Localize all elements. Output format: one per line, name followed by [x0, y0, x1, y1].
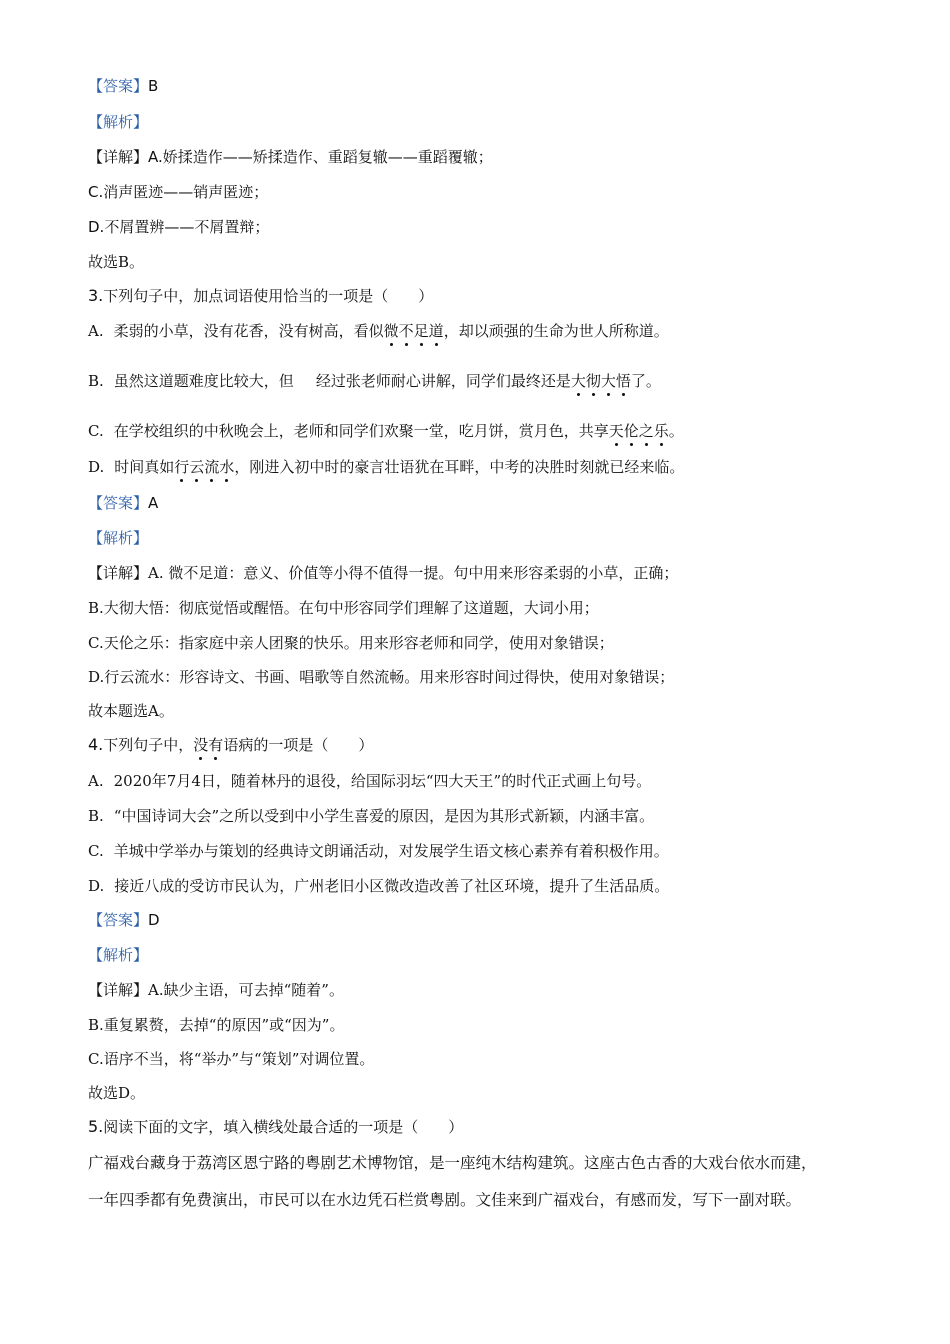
option-text: 。 — [668, 422, 684, 440]
dotted-char: 不 — [398, 322, 414, 340]
dotted-char: 天 — [608, 422, 624, 440]
dotted-char: 流 — [204, 458, 220, 476]
conclusion-line: 故选B。 — [88, 253, 145, 271]
option-label: A. — [88, 322, 104, 340]
answer-line — [88, 910, 160, 930]
option-label: B. — [88, 807, 104, 825]
option-text: “中国诗词大会”之所以受到中小学生喜爱的原因，是因为其形式新颖，内涵丰富。 — [113, 807, 655, 825]
detail-line — [88, 980, 344, 1000]
detail-text: A.娇揉造作——矫揉造作、重蹈复辙——重蹈覆辙； — [148, 148, 493, 166]
question-number: 4. — [88, 735, 104, 754]
option-d — [88, 457, 684, 477]
detail-label: 【详解】 — [88, 981, 149, 999]
dotted-char: 伦 — [623, 422, 639, 440]
analysis-label: 【解析】 — [88, 113, 149, 131]
question-text: 语病的一项是（ ） — [223, 736, 374, 754]
dotted-char: 没 — [193, 736, 209, 754]
dotted-char: 行 — [174, 458, 190, 476]
answer-line — [88, 493, 158, 513]
option-a — [88, 771, 651, 791]
option-label: D. — [88, 877, 105, 895]
option-text: 虽然这道题难度比较大，但 — [113, 372, 294, 390]
conclusion-line: 故本题选A。 — [88, 702, 174, 720]
option-d — [88, 876, 669, 896]
dotted-char: 足 — [413, 322, 429, 340]
question-number: 5. — [88, 1117, 104, 1136]
dotted-char: 有 — [208, 736, 224, 754]
option-text: 经过张老师耐心讲解，同学们最终还是 — [315, 372, 571, 390]
dotted-char: 乐 — [653, 422, 669, 440]
option-text: ，刚进入初中时的豪言壮语犹在耳畔，中考的决胜时刻就已经来临。 — [234, 458, 685, 476]
dotted-char: 大 — [570, 372, 586, 390]
option-label: D. — [88, 458, 105, 476]
question-stem — [88, 1117, 463, 1137]
answer-value: A — [148, 494, 159, 512]
detail-line: C.天伦之乐：指家庭中亲人团聚的快乐。用来形容老师和同学，使用对象错误； — [88, 634, 614, 652]
question-stem — [88, 286, 433, 306]
option-text: 接近八成的受访市民认为，广州老旧小区微改造改善了社区环境，提升了生活品质。 — [114, 877, 670, 895]
dotted-char: 微 — [383, 322, 399, 340]
option-b — [88, 371, 661, 391]
answer-line — [88, 76, 158, 96]
question-stem — [88, 735, 373, 755]
option-c — [88, 841, 669, 861]
answer-value: D — [148, 911, 160, 929]
answer-label: 【答案】 — [88, 77, 149, 95]
dotted-char: 云 — [189, 458, 205, 476]
conclusion-line: 故选D。 — [88, 1084, 146, 1102]
answer-label: 【答案】 — [88, 911, 149, 929]
detail-text: A. 微不足道：意义、价值等小得不值得一提。句中用来形容柔弱的小草，正确； — [148, 564, 679, 582]
detail-line: B.重复累赘，去掉“的原因”或“因为”。 — [88, 1016, 345, 1034]
option-text: 在学校组织的中秋晚会上，老师和同学们欢聚一堂，吃月饼，赏月色，共享 — [113, 422, 609, 440]
detail-text: A.缺少主语，可去掉“随着”。 — [148, 981, 344, 999]
option-text: ，却以顽强的生命为世人所称道。 — [443, 322, 669, 340]
detail-line — [88, 563, 678, 583]
analysis-heading — [88, 945, 148, 965]
question-text: 下列句子中，加点词语使用恰当的一项是（ ） — [103, 287, 434, 305]
detail-line: C.语序不当，将“举办”与“策划”对调位置。 — [88, 1050, 375, 1068]
option-label: C. — [88, 422, 104, 440]
detail-line: D.不屑置辨——不屑置辩； — [88, 218, 270, 236]
analysis-label: 【解析】 — [88, 529, 149, 547]
detail-line: C.消声匿迹——销声匿迹； — [88, 183, 269, 201]
dotted-char: 水 — [219, 458, 235, 476]
dotted-char: 道 — [428, 322, 444, 340]
option-text: 羊城中学举办与策划的经典诗文朗诵活动，对发展学生语文核心素养有着积极作用。 — [113, 842, 669, 860]
option-b — [88, 806, 654, 826]
option-c — [88, 421, 684, 441]
detail-label: 【详解】 — [88, 148, 149, 166]
analysis-heading — [88, 112, 148, 132]
option-label: C. — [88, 842, 104, 860]
analysis-label: 【解析】 — [88, 946, 149, 964]
question-number: 3. — [88, 286, 104, 305]
dotted-char: 之 — [638, 422, 654, 440]
dotted-char: 大 — [600, 372, 616, 390]
detail-label: 【详解】 — [88, 564, 149, 582]
dotted-char: 悟 — [615, 372, 631, 390]
dotted-char: 彻 — [585, 372, 601, 390]
option-text: 2020年7月4日，随着林丹的退役，给国际羽坛“四大天王”的时代正式画上句号。 — [113, 772, 652, 790]
answer-value: B — [148, 77, 159, 95]
option-label: B. — [88, 372, 104, 390]
option-a — [88, 321, 669, 341]
option-label: A. — [88, 772, 104, 790]
analysis-heading — [88, 528, 148, 548]
detail-line — [88, 147, 493, 167]
option-text: 了。 — [630, 372, 661, 390]
option-text: 时间真如 — [114, 458, 175, 476]
detail-line: D.行云流水：形容诗文、书画、唱歌等自然流畅。用来形容时间过得快，使用对象错误； — [88, 668, 675, 686]
question-text: 下列句子中， — [103, 736, 194, 754]
answer-label: 【答案】 — [88, 494, 149, 512]
passage-line: 广福戏台藏身于荔湾区恩宁路的粤剧艺术博物馆，是一座纯木结构建筑。这座古色古香的大戏台依水而建， — [88, 1154, 817, 1172]
detail-line: B.大彻大悟：彻底觉悟或醒悟。在句中形容同学们理解了这道题，大词小用； — [88, 599, 599, 617]
passage-line: 一年四季都有免费演出，市民可以在水边凭石栏赏粤剧。文佳来到广福戏台，有感而发，写下一副对联。 — [88, 1191, 802, 1209]
question-text: 阅读下面的文字，填入横线处最合适的一项是（ ） — [103, 1118, 464, 1136]
option-text: 柔弱的小草，没有花香，没有树高，看似 — [113, 322, 384, 340]
